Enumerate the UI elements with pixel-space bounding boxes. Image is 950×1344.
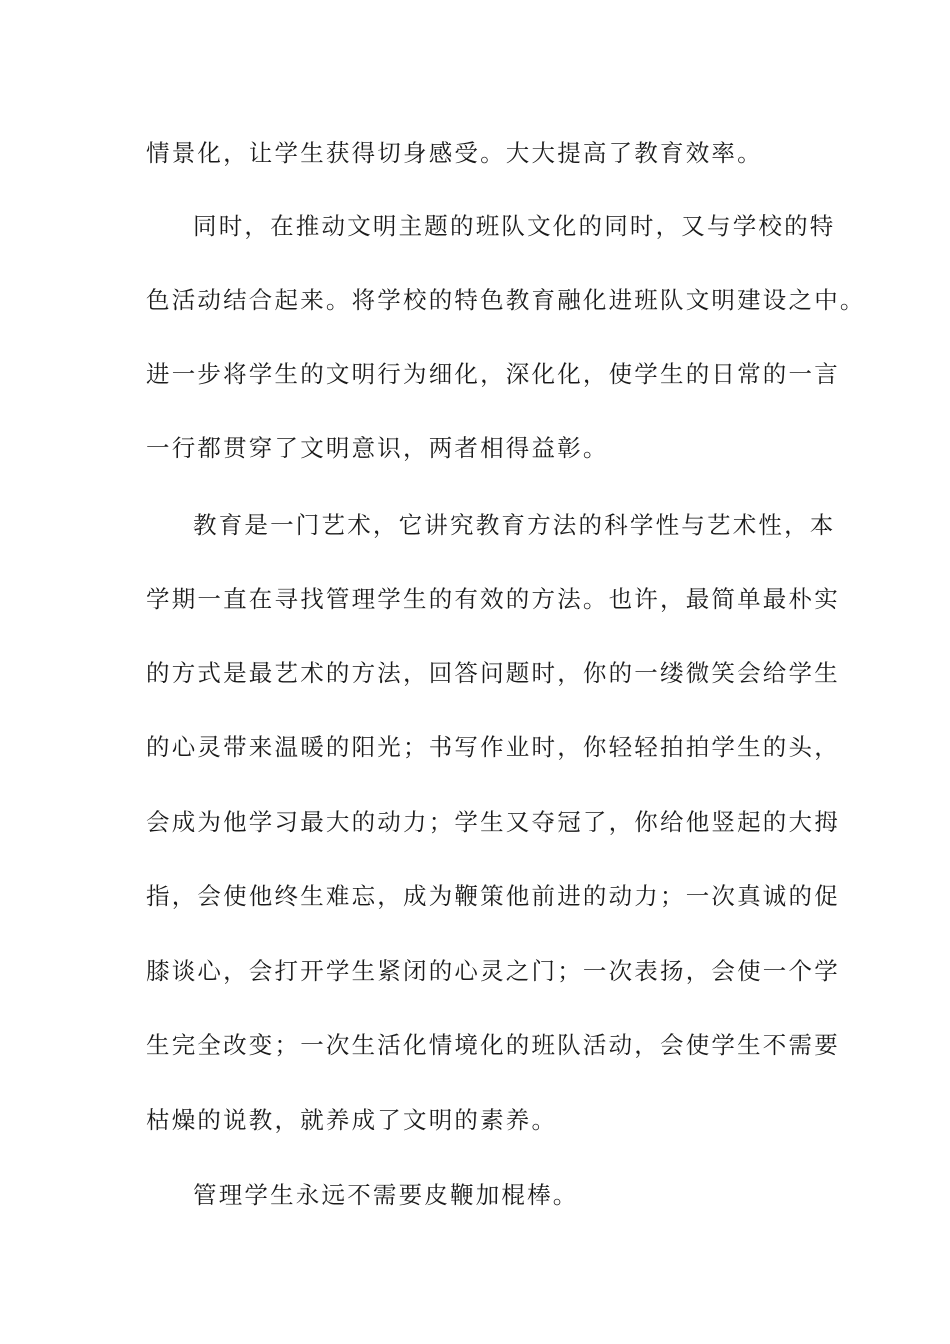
- paragraph-line: 生完全改变；一次生活化情境化的班队活动，会使学生不需要: [146, 1031, 840, 1059]
- paragraph-line: 膝谈心，会打开学生紧闭的心灵之门；一次表扬，会使一个学: [146, 957, 840, 985]
- paragraph-line: 进一步将学生的文明行为细化，深化化，使学生的日常的一言: [146, 360, 840, 388]
- paragraph-line: 教育是一门艺术，它讲究教育方法的科学性与艺术性，本: [193, 511, 836, 539]
- paragraph-line: 指，会使他终生难忘，成为鞭策他前进的动力；一次真诚的促: [146, 882, 840, 910]
- paragraph-line: 枯燥的说教，就养成了文明的素养。: [146, 1106, 558, 1134]
- paragraph-line: 管理学生永远不需要皮鞭加棍棒。: [193, 1181, 579, 1209]
- paragraph-line: 的方式是最艺术的方法，回答问题时，你的一缕微笑会给学生: [146, 659, 840, 687]
- paragraph-line: 同时，在推动文明主题的班队文化的同时，又与学校的特: [193, 212, 836, 240]
- paragraph-line: 的心灵带来温暖的阳光；书写作业时，你轻轻拍拍学生的头，: [146, 733, 840, 761]
- paragraph-line: 一行都贯穿了文明意识，两者相得益彰。: [146, 434, 609, 462]
- paragraph-line: 学期一直在寻找管理学生的有效的方法。也许，最简单最朴实: [146, 585, 840, 613]
- paragraph-line: 会成为他学习最大的动力；学生又夺冠了，你给他竖起的大拇: [146, 808, 840, 836]
- paragraph-line: 色活动结合起来。将学校的特色教育融化进班队文明建设之中。: [146, 286, 866, 314]
- paragraph-line: 情景化，让学生获得切身感受。大大提高了教育效率。: [146, 139, 763, 167]
